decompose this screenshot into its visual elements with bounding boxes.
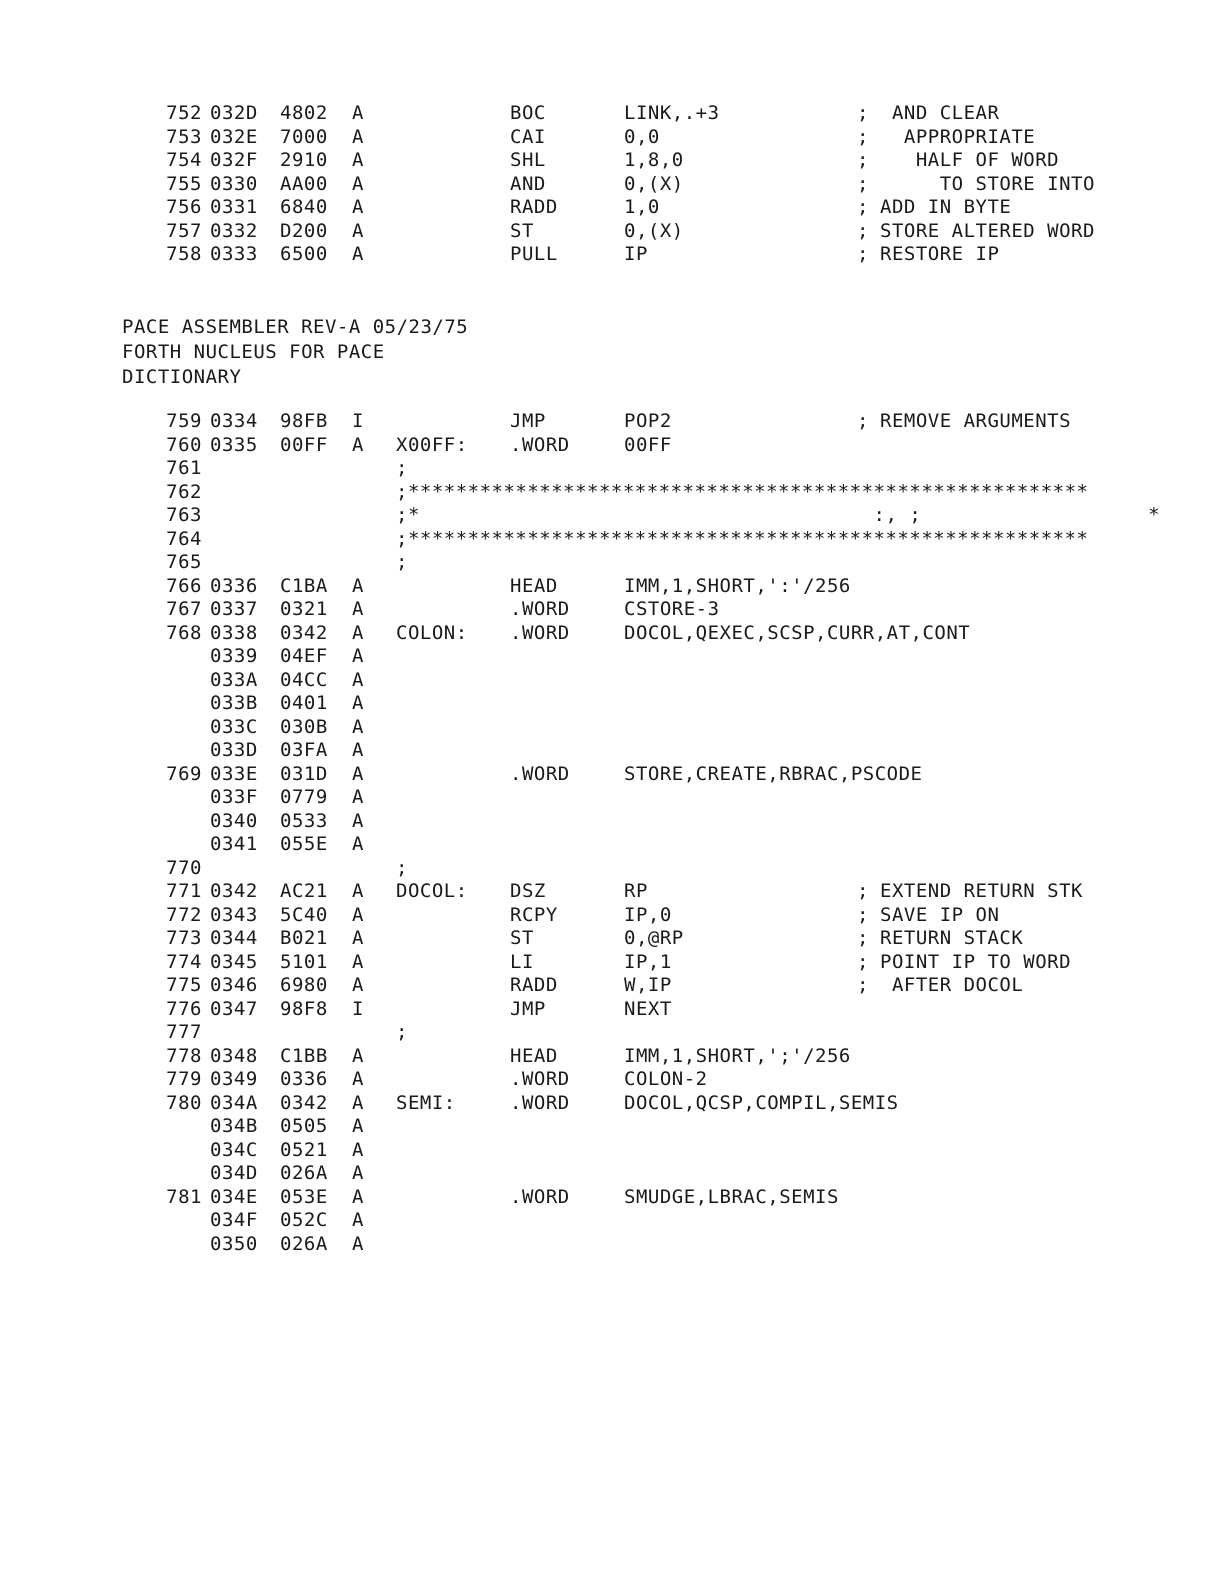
- line-number: 779: [166, 1068, 202, 1090]
- object-code: B021: [280, 927, 328, 949]
- object-code: 0336: [280, 1068, 328, 1090]
- operand: IP: [624, 243, 648, 265]
- address: 032F: [210, 149, 258, 171]
- comment: SAVE IP ON: [880, 903, 1000, 926]
- line-number: 765: [166, 551, 202, 573]
- object-code: AA00: [280, 172, 328, 195]
- address: 0339: [210, 645, 258, 667]
- relocation-flag: A: [352, 196, 364, 218]
- address: 0337: [210, 598, 258, 620]
- line-number: 756: [166, 196, 202, 218]
- relocation-flag: A: [352, 786, 364, 808]
- relocation-flag: A: [352, 668, 364, 691]
- object-code: 026A: [280, 1162, 328, 1184]
- opcode: .WORD: [510, 762, 570, 785]
- operand: 0,(X): [624, 172, 684, 195]
- line-number: 753: [166, 125, 202, 148]
- opcode: SHL: [510, 149, 546, 171]
- object-code: 04EF: [280, 645, 328, 667]
- comment: HALF OF WORD: [880, 149, 1060, 171]
- object-code: 98FB: [280, 410, 328, 432]
- operand: IP,1: [624, 950, 672, 973]
- address: 034F: [210, 1209, 258, 1231]
- address: 034A: [210, 1091, 258, 1114]
- relocation-flag: A: [352, 762, 364, 785]
- opcode: JMP: [510, 997, 546, 1020]
- object-code: 7000: [280, 125, 328, 148]
- operand: STORE,CREATE,RBRAC,PSCODE: [624, 762, 923, 785]
- line-number: 758: [166, 243, 202, 265]
- relocation-flag: A: [352, 715, 364, 738]
- opcode: RADD: [510, 974, 558, 996]
- relocation-flag: A: [352, 125, 364, 148]
- relocation-flag: A: [352, 645, 364, 667]
- object-code: 6500: [280, 243, 328, 265]
- line-number: 759: [166, 410, 202, 432]
- operand: 0,0: [624, 125, 660, 148]
- opcode: ST: [510, 927, 534, 949]
- operand: NEXT: [624, 997, 672, 1020]
- relocation-flag: A: [352, 102, 364, 124]
- header-section: DICTIONARY: [122, 366, 242, 388]
- object-code: 0533: [280, 809, 328, 832]
- object-code: 6980: [280, 974, 328, 996]
- object-code: 0401: [280, 692, 328, 714]
- address: 0350: [210, 1232, 258, 1255]
- label: X00FF:: [396, 433, 468, 456]
- object-code: C1BA: [280, 574, 328, 597]
- object-code: 6840: [280, 196, 328, 218]
- comment: ADD IN BYTE: [880, 196, 1012, 218]
- object-code: 4802: [280, 102, 328, 124]
- comment: POINT IP TO WORD: [880, 950, 1072, 973]
- comment-delimiter: ;: [857, 219, 869, 242]
- comment-line: ;*********************************************************: [396, 527, 1089, 550]
- address: 033F: [210, 786, 258, 808]
- address: 0331: [210, 196, 258, 218]
- object-code: 00FF: [280, 433, 328, 456]
- address: 0334: [210, 410, 258, 432]
- comment-delimiter: ;: [857, 974, 869, 996]
- relocation-flag: A: [352, 692, 364, 714]
- line-number: 769: [166, 762, 202, 785]
- relocation-flag: A: [352, 880, 364, 902]
- line-number: 771: [166, 880, 202, 902]
- comment: STORE ALTERED WORD: [880, 219, 1095, 242]
- operand: 1,0: [624, 196, 660, 218]
- relocation-flag: A: [352, 1232, 364, 1255]
- label: DOCOL:: [396, 880, 468, 902]
- opcode: .WORD: [510, 1091, 570, 1114]
- object-code: AC21: [280, 880, 328, 902]
- line-number: 775: [166, 974, 202, 996]
- address: 034D: [210, 1162, 258, 1184]
- line-number: 752: [166, 102, 202, 124]
- object-code: 0342: [280, 621, 328, 644]
- comment: REMOVE ARGUMENTS: [880, 410, 1072, 432]
- relocation-flag: A: [352, 809, 364, 832]
- comment-delimiter: ;: [857, 880, 869, 902]
- relocation-flag: A: [352, 621, 364, 644]
- address: 0332: [210, 219, 258, 242]
- comment-line: ;*********************************************************: [396, 480, 1089, 503]
- label: SEMI:: [396, 1091, 456, 1114]
- opcode: .WORD: [510, 1068, 570, 1090]
- line-number: 760: [166, 433, 202, 456]
- comment: AFTER DOCOL: [880, 974, 1024, 996]
- comment-delimiter: ;: [857, 410, 869, 432]
- object-code: 03FA: [280, 739, 328, 761]
- line-number: 764: [166, 527, 202, 550]
- opcode: HEAD: [510, 574, 558, 597]
- comment: RETURN STACK: [880, 927, 1024, 949]
- operand: IMM,1,SHORT,';'/256: [624, 1044, 851, 1067]
- comment-delimiter: ;: [857, 149, 869, 171]
- relocation-flag: A: [352, 243, 364, 265]
- comment-line: ;* :, ; *: [396, 504, 1161, 526]
- address: 034C: [210, 1138, 258, 1161]
- object-code: 026A: [280, 1232, 328, 1255]
- operand: CSTORE-3: [624, 598, 720, 620]
- relocation-flag: A: [352, 833, 364, 855]
- line-number: 777: [166, 1021, 202, 1043]
- opcode: .WORD: [510, 621, 570, 644]
- line-number: 763: [166, 504, 202, 526]
- comment: TO STORE INTO: [880, 172, 1095, 195]
- line-number: 774: [166, 950, 202, 973]
- line-number: 773: [166, 927, 202, 949]
- address: 034B: [210, 1115, 258, 1137]
- address: 0349: [210, 1068, 258, 1090]
- comment-delimiter: ;: [857, 196, 869, 218]
- object-code: 030B: [280, 715, 328, 738]
- comment-delimiter: ;: [857, 903, 869, 926]
- comment-line: ;: [396, 551, 408, 573]
- relocation-flag: A: [352, 433, 364, 456]
- object-code: 5101: [280, 950, 328, 973]
- opcode: JMP: [510, 410, 546, 432]
- line-number: 768: [166, 621, 202, 644]
- comment-delimiter: ;: [857, 102, 869, 124]
- address: 0343: [210, 903, 258, 926]
- operand: LINK,.+3: [624, 102, 720, 124]
- opcode: CAI: [510, 125, 546, 148]
- address: 0346: [210, 974, 258, 996]
- relocation-flag: I: [352, 410, 364, 432]
- object-code: 0342: [280, 1091, 328, 1114]
- address: 034E: [210, 1185, 258, 1208]
- opcode: BOC: [510, 102, 546, 124]
- opcode: HEAD: [510, 1044, 558, 1067]
- address: 033E: [210, 762, 258, 785]
- opcode: .WORD: [510, 598, 570, 620]
- comment-delimiter: ;: [857, 950, 869, 973]
- relocation-flag: A: [352, 1209, 364, 1231]
- relocation-flag: A: [352, 974, 364, 996]
- relocation-flag: A: [352, 574, 364, 597]
- comment-line: ;: [396, 457, 408, 479]
- address: 0342: [210, 880, 258, 902]
- operand: 0,@RP: [624, 927, 684, 949]
- comment: RESTORE IP: [880, 243, 1000, 265]
- relocation-flag: A: [352, 950, 364, 973]
- operand: COLON-2: [624, 1068, 708, 1090]
- comment-delimiter: ;: [857, 927, 869, 949]
- opcode: LI: [510, 950, 534, 973]
- line-number: 767: [166, 598, 202, 620]
- operand: 0,(X): [624, 219, 684, 242]
- opcode: AND: [510, 172, 546, 195]
- object-code: 0521: [280, 1138, 328, 1161]
- relocation-flag: A: [352, 927, 364, 949]
- address: 0336: [210, 574, 258, 597]
- object-code: 0779: [280, 786, 328, 808]
- line-number: 780: [166, 1091, 202, 1114]
- object-code: 0505: [280, 1115, 328, 1137]
- line-number: 770: [166, 856, 202, 879]
- operand: POP2: [624, 410, 672, 432]
- opcode: ST: [510, 219, 534, 242]
- operand: W,IP: [624, 974, 672, 996]
- object-code: 2910: [280, 149, 328, 171]
- page-header: [122, 316, 468, 391]
- comment-delimiter: ;: [857, 243, 869, 265]
- address: 033C: [210, 715, 258, 738]
- address: 0344: [210, 927, 258, 949]
- object-code: 0321: [280, 598, 328, 620]
- relocation-flag: A: [352, 149, 364, 171]
- opcode: RCPY: [510, 903, 558, 926]
- line-number: 754: [166, 149, 202, 171]
- address: 0338: [210, 621, 258, 644]
- label: COLON:: [396, 621, 468, 644]
- object-code: C1BB: [280, 1044, 328, 1067]
- opcode: .WORD: [510, 433, 570, 456]
- header-assembler-rev: PACE ASSEMBLER REV-A 05/23/75: [122, 316, 469, 338]
- opcode: PULL: [510, 243, 558, 265]
- address: 0348: [210, 1044, 258, 1067]
- opcode: RADD: [510, 196, 558, 218]
- relocation-flag: A: [352, 1044, 364, 1067]
- address: 033A: [210, 668, 258, 691]
- object-code: 98F8: [280, 997, 328, 1020]
- object-code: 055E: [280, 833, 328, 855]
- comment-line: ;: [396, 1021, 408, 1043]
- comment: APPROPRIATE: [880, 125, 1036, 148]
- operand: 00FF: [624, 433, 672, 456]
- address: 032D: [210, 102, 258, 124]
- relocation-flag: A: [352, 1138, 364, 1161]
- comment-line: ;: [396, 856, 408, 879]
- address: 0335: [210, 433, 258, 456]
- operand: IMM,1,SHORT,':'/256: [624, 574, 851, 597]
- relocation-flag: A: [352, 172, 364, 195]
- relocation-flag: A: [352, 1091, 364, 1114]
- comment-delimiter: ;: [857, 125, 869, 148]
- address: 0333: [210, 243, 258, 265]
- operand: IP,0: [624, 903, 672, 926]
- relocation-flag: A: [352, 598, 364, 620]
- line-number: 778: [166, 1044, 202, 1067]
- relocation-flag: A: [352, 1185, 364, 1208]
- operand: 1,8,0: [624, 149, 684, 171]
- address: 032E: [210, 125, 258, 148]
- address: 033B: [210, 692, 258, 714]
- line-number: 772: [166, 903, 202, 926]
- operand: SMUDGE,LBRAC,SEMIS: [624, 1185, 839, 1208]
- line-number: 781: [166, 1185, 202, 1208]
- header-program-title: FORTH NUCLEUS FOR PACE: [122, 341, 385, 363]
- operand: RP: [624, 880, 648, 902]
- comment: AND CLEAR: [880, 102, 1000, 124]
- opcode: DSZ: [510, 880, 546, 902]
- object-code: 04CC: [280, 668, 328, 691]
- address: 0341: [210, 833, 258, 855]
- operand: DOCOL,QCSP,COMPIL,SEMIS: [624, 1091, 899, 1114]
- line-number: 762: [166, 480, 202, 503]
- object-code: 053E: [280, 1185, 328, 1208]
- address: 033D: [210, 739, 258, 761]
- address: 0345: [210, 950, 258, 973]
- comment: EXTEND RETURN STK: [880, 880, 1083, 902]
- line-number: 757: [166, 219, 202, 242]
- object-code: 5C40: [280, 903, 328, 926]
- address: 0330: [210, 172, 258, 195]
- relocation-flag: A: [352, 1068, 364, 1090]
- address: 0347: [210, 997, 258, 1020]
- line-number: 766: [166, 574, 202, 597]
- opcode: .WORD: [510, 1185, 570, 1208]
- relocation-flag: A: [352, 739, 364, 761]
- operand: DOCOL,QEXEC,SCSP,CURR,AT,CONT: [624, 621, 971, 644]
- relocation-flag: I: [352, 997, 364, 1020]
- line-number: 776: [166, 997, 202, 1020]
- address: 0340: [210, 809, 258, 832]
- relocation-flag: A: [352, 219, 364, 242]
- comment-delimiter: ;: [857, 172, 869, 195]
- line-number: 761: [166, 457, 202, 479]
- object-code: D200: [280, 219, 328, 242]
- relocation-flag: A: [352, 1115, 364, 1137]
- object-code: 031D: [280, 762, 328, 785]
- object-code: 052C: [280, 1209, 328, 1231]
- relocation-flag: A: [352, 1162, 364, 1184]
- relocation-flag: A: [352, 903, 364, 926]
- line-number: 755: [166, 172, 202, 195]
